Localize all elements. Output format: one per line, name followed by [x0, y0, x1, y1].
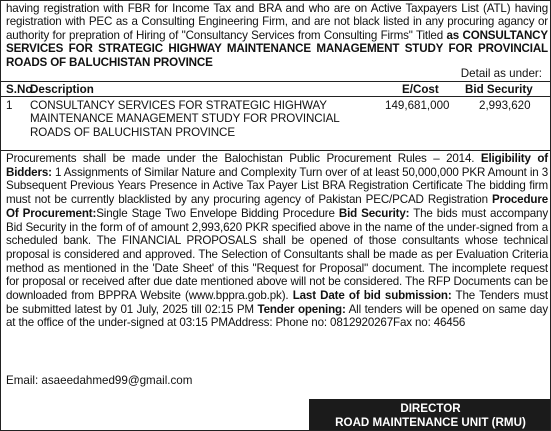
row-security: 2,993,620	[479, 99, 531, 112]
signature-title: DIRECTOR	[400, 402, 461, 415]
row-sno: 1	[6, 99, 13, 112]
signature-block	[309, 399, 551, 431]
intro-paragraph	[6, 2, 548, 69]
body-p6: All tenders will be opened on same day at the office of the under-signed at 03:15 PMAddress: Phone no: 0812920267Fax no: 46456	[6, 302, 548, 330]
table-header	[1, 81, 551, 97]
procedure-label: Procedure Of Procurement:	[6, 193, 548, 220]
body-p3: Single Stage Two Envelope Bidding Procedure	[96, 206, 339, 220]
detail-under-label: Detail as under:	[460, 67, 542, 80]
header-cost: E/Cost	[402, 83, 439, 96]
row-description: CONSULTANCY SERVICES FOR STRATEGIC HIGHWAY MAINTENANCE MANAGEMENT STUDY FOR PROVINCIAL ROADS OF BALUCHISTAN PROVINCE	[30, 99, 340, 139]
header-security: Bid Security	[465, 83, 533, 96]
intro-text: having registration with FBR for Income Tax and BRA and who are on Active Taxpayers List (ATL) having registration with PEC as a Consulting Engineering Firm, and are not black listed in any procuring agancy or authority for prepration of Hiring of "Consultancy Services from Consulting Firms" Titled	[6, 2, 548, 42]
row-cost: 149,681,000	[385, 99, 450, 112]
tender-opening-label: Tender opening:	[257, 302, 346, 316]
eligibility-label: Eligibility of Bidders:	[6, 152, 548, 179]
body-p2: 1 Assignments of Similar Nature and Complexity Turn over of at least 50,000,000 PKR Amount in 3 Subsequent Previous Years Presence in Active Tax Payer List BRA Registration Certificate The bidding firm must not be currently blacklisted by any procuring agency of Pakistan PEC/PCAD Registration	[6, 165, 548, 207]
body-p4: The bids must accompany Bid Security in the form of of amount 2,993,620 PKR specified above in the name of the under-signed from a scheduled bank. The FINANCIAL PROPOSALS shall be opened of those consultants whose technical proposal is considered and approved. The Selection of Consultants shall be made as per Evaluation Criteria method as mentioned in the 'Date Sheet' of this "Request for Proposal" document. The incomplete request for proposal or received after due date mentioned above will not be considered. The RFP Documents can be downloaded from BPPRA Website (www.bppra.gob.pk).	[6, 206, 548, 303]
body-paragraph	[6, 152, 548, 330]
body-p5: The Tenders must be submitted latest by 01 July, 2025 till 02:15 PM	[6, 289, 548, 316]
body-p1: Procurements shall be made under the Balochistan Public Procurement Rules – 2014.	[6, 152, 481, 165]
bid-security-label: Bid Security:	[338, 206, 410, 220]
email-line: Email: asaeedahmed99@gmail.com	[6, 374, 193, 387]
table-divider	[1, 150, 551, 151]
last-date-label: Last Date of bid submission:	[292, 289, 452, 303]
header-description: Description	[30, 83, 94, 96]
tender-title: as CONSULTANCY SERVICES FOR STRATEGIC HIGHWAY MAINTENANCE MANAGEMENT STUDY FOR PROVINCIAL ROADS OF BALUCHISTAN PROVINCE	[6, 28, 548, 69]
signature-office: ROAD MAINTENANCE UNIT (RMU)	[335, 416, 526, 429]
table-row	[1, 98, 551, 150]
header-sno: S.No.	[6, 83, 36, 96]
